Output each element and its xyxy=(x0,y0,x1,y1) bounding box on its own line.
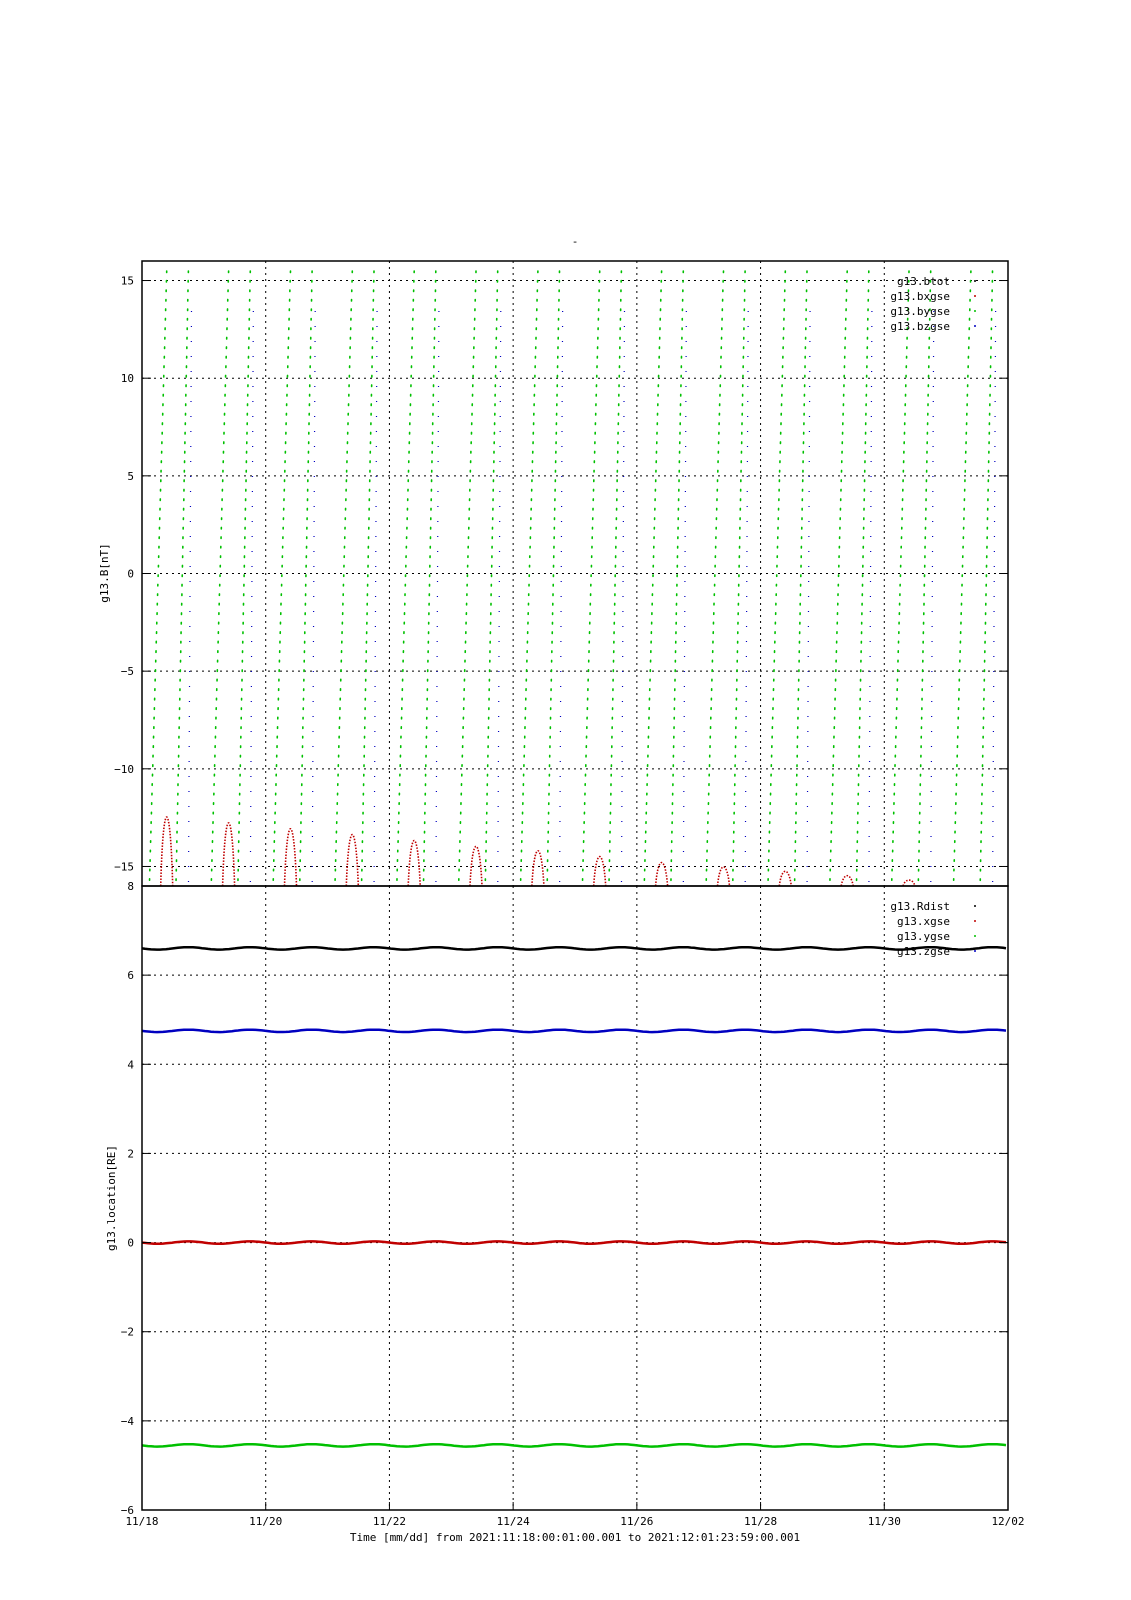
legend-label: g13.xgse xyxy=(897,915,950,928)
bygse-streak xyxy=(211,271,228,883)
y-tick-label: 0 xyxy=(127,567,134,581)
location-line-rdist xyxy=(142,947,1006,949)
x-tick-label: 11/26 xyxy=(620,1515,654,1528)
bygse-streak xyxy=(609,271,621,883)
y-tick-label: −6 xyxy=(120,1504,134,1517)
bzgse-streak xyxy=(683,311,686,884)
bygse-streak xyxy=(892,271,909,883)
bygse-streak xyxy=(954,271,971,883)
y-tick-label: −5 xyxy=(120,665,134,679)
grid xyxy=(142,261,1008,886)
y-tick-label: −15 xyxy=(114,860,134,874)
bygse-streak xyxy=(547,271,559,883)
legend-marker xyxy=(974,950,976,952)
bzgse-streak xyxy=(560,311,563,884)
legend-marker xyxy=(974,280,976,282)
legend-label: g13.bxgse xyxy=(890,290,950,303)
y-tick-label: −4 xyxy=(120,1414,134,1428)
y-tick-label: 15 xyxy=(120,274,134,288)
legend-marker xyxy=(974,920,976,922)
bygse-streak xyxy=(424,271,436,883)
magnetic-field-panel xyxy=(98,261,1008,886)
location-line-xgse xyxy=(142,1241,1006,1243)
legend-marker xyxy=(974,310,976,312)
bygse-streak xyxy=(671,271,683,883)
bygse-streak xyxy=(830,271,847,883)
y-axis-label: g13.B[nT] xyxy=(98,543,111,603)
bygse-streak xyxy=(362,271,374,883)
y-tick-label: 5 xyxy=(127,469,134,483)
y-tick-label: 6 xyxy=(127,969,134,983)
bygse-streak xyxy=(459,271,476,883)
y-tick-label: 10 xyxy=(120,372,134,386)
location-line-zgse xyxy=(142,1030,1006,1032)
bzgse-streak xyxy=(621,311,624,884)
location-line-ygse xyxy=(142,1444,1006,1446)
y-tick-label: 0 xyxy=(127,1236,134,1250)
bxgse-peak xyxy=(223,823,235,886)
bygse-streak xyxy=(918,271,930,883)
bygse-streak xyxy=(795,271,807,883)
y-axis-label: g13.location[RE] xyxy=(105,1145,118,1251)
plot-frame xyxy=(142,886,1008,1510)
bygse-streak xyxy=(857,271,869,883)
bxgse-peak xyxy=(285,829,297,886)
bygse-streak xyxy=(176,271,188,883)
x-tick-label: 11/22 xyxy=(372,1515,406,1528)
bzgse-streak xyxy=(745,311,748,884)
bzgse-streak xyxy=(993,311,996,884)
bxgse-peak xyxy=(718,867,730,886)
bzgse-streak xyxy=(374,311,377,884)
series-layer xyxy=(142,947,1006,1446)
bzgse-streak xyxy=(869,311,872,884)
x-tick-label: 11/30 xyxy=(867,1515,901,1528)
bygse-streak xyxy=(521,271,538,883)
bxgse-peak xyxy=(408,841,420,886)
x-axis-label: Time [mm/dd] from 2021:11:18:00:01:00.001 to 2021:12:01:23:59:00.001 xyxy=(349,1531,801,1544)
y-tick-label: 8 xyxy=(127,880,134,893)
figure-title: - xyxy=(571,235,579,248)
bxgse-peak xyxy=(532,851,544,886)
bxgse-peak xyxy=(346,835,358,886)
bygse-streak xyxy=(980,271,992,883)
legend-marker xyxy=(974,295,976,297)
legend-label: g13.ygse xyxy=(897,930,950,943)
bygse-streak xyxy=(485,271,497,883)
legend-label: g13.bzgse xyxy=(890,320,950,333)
legend-label: g13.zgse xyxy=(897,945,950,958)
bygse-streak xyxy=(150,271,167,883)
bxgse-peak xyxy=(594,857,606,886)
legend-marker xyxy=(974,325,976,327)
x-tick-label: 11/24 xyxy=(496,1515,530,1528)
y-tick-label: −10 xyxy=(114,762,134,776)
x-tick-label: 11/28 xyxy=(744,1515,778,1528)
y-tick-label: −2 xyxy=(120,1325,134,1339)
legend-label: g13.bygse xyxy=(890,305,950,318)
bzgse-streak xyxy=(436,311,439,884)
x-tick-label: 11/18 xyxy=(125,1515,159,1528)
bygse-streak xyxy=(397,271,414,883)
legend-marker xyxy=(974,935,976,937)
bzgse-streak xyxy=(312,311,315,884)
bygse-streak xyxy=(238,271,250,883)
bxgse-peak xyxy=(841,876,853,886)
bygse-streak xyxy=(273,271,290,883)
bxgse-peak xyxy=(903,880,915,886)
bygse-streak xyxy=(768,271,785,883)
bygse-streak xyxy=(733,271,745,883)
bxgse-peak xyxy=(779,871,791,886)
legend-label: g13.Rdist xyxy=(890,900,950,913)
bygse-streak xyxy=(300,271,312,883)
x-tick-label: 12/02 xyxy=(991,1515,1025,1528)
bxgse-peak xyxy=(470,846,482,886)
bzgse-streak xyxy=(498,311,501,884)
bzgse-streak xyxy=(188,311,191,884)
y-tick-label: 4 xyxy=(127,1058,134,1072)
x-ticks xyxy=(125,1502,1024,1528)
bygse-streak xyxy=(644,271,661,883)
grid xyxy=(142,886,1008,1510)
bygse-streak xyxy=(335,271,352,883)
bxgse-peak xyxy=(161,817,173,886)
legend-label: g13.btot xyxy=(897,275,950,288)
x-tick-label: 11/20 xyxy=(249,1515,283,1528)
legend-marker xyxy=(974,905,976,907)
legend xyxy=(890,275,976,333)
y-tick-label: 2 xyxy=(127,1147,134,1161)
bzgse-streak xyxy=(807,311,810,884)
bzgse-streak xyxy=(931,311,934,884)
y-ticks xyxy=(114,275,1008,874)
location-panel xyxy=(105,880,1008,1517)
series-layer xyxy=(150,271,996,886)
bygse-streak xyxy=(583,271,600,883)
bygse-streak xyxy=(706,271,723,883)
bzgse-streak xyxy=(250,311,253,884)
